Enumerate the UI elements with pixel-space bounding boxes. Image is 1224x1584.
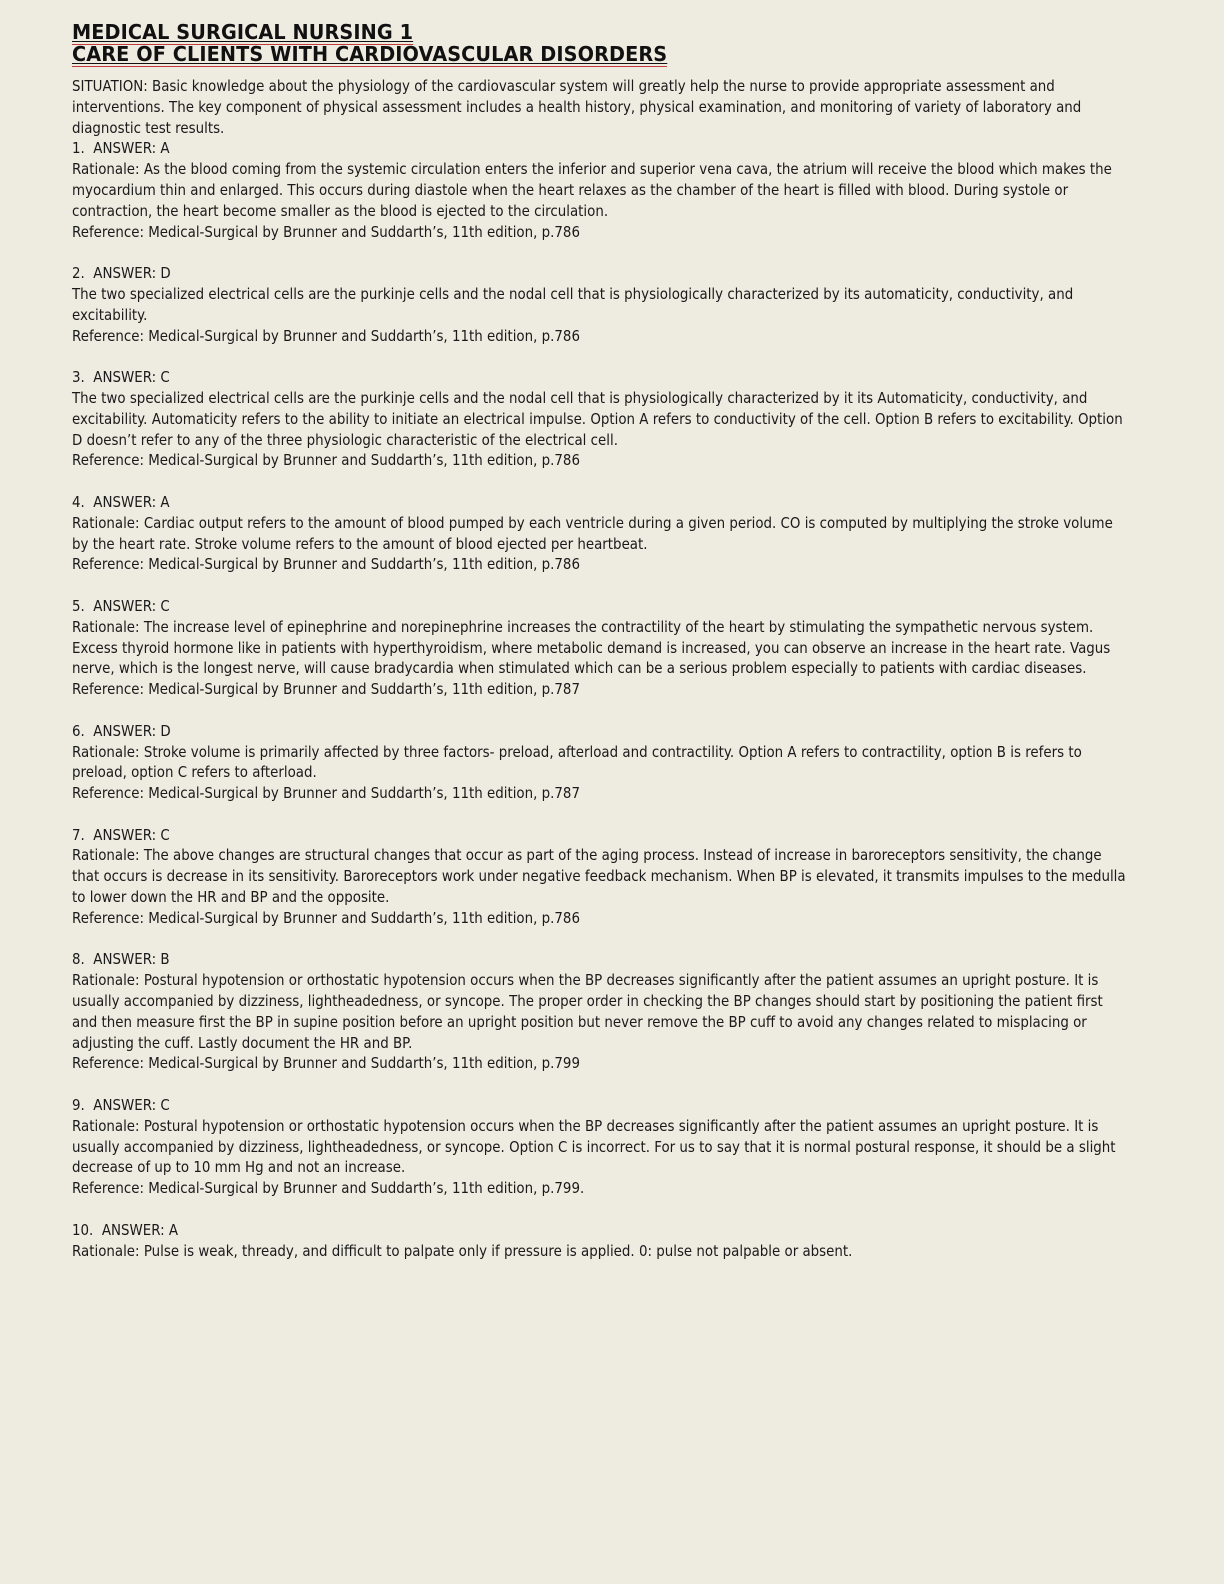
answer-label: 8. ANSWER: B: [72, 950, 170, 969]
reference-text: Reference: Medical-Surgical by Brunner and Suddarth’s, 11th edition, p.786: [72, 555, 580, 574]
title-topic: CARE OF CLIENTS WITH CARDIOVASCULAR DISORDERS: [72, 42, 668, 66]
answer-item: [72, 492, 1152, 575]
reference-text: Reference: Medical-Surgical by Brunner and Suddarth’s, 11th edition, p.786: [72, 222, 580, 241]
reference-text: Reference: Medical-Surgical by Brunner and Suddarth’s, 11th edition, p.786: [72, 451, 580, 470]
rationale-text: Rationale: The above changes are structural changes that occur as part of the aging process. Instead of increase in baroreceptors sensitivity, the change that occurs is decrease in its sensitivity. Baroreceptors work under negative feedback mechanism. When BP is elevated, it transmits impulses to the medulla to lower down the HR and BP and the opposite.: [72, 846, 1126, 907]
answer-item: [72, 596, 1152, 700]
answer-label: 6. ANSWER: D: [72, 721, 171, 740]
situation-paragraph: SITUATION: Basic knowledge about the physiology of the cardiovascular system will greatly help the nurse to provide appropriate assessment and interventions. The key component of physical assessment includes a health history, physical examination, and monitoring of variety of laboratory and diagnostic test results.: [72, 77, 1082, 137]
answer-item: [72, 721, 1152, 804]
reference-text: Reference: Medical-Surgical by Brunner and Suddarth’s, 11th edition, p.786: [72, 908, 580, 927]
reference-text: Reference: Medical-Surgical by Brunner and Suddarth’s, 11th edition, p.799.: [72, 1179, 585, 1198]
document-title: [72, 22, 1152, 66]
answer-label: 7. ANSWER: C: [72, 825, 170, 844]
reference-text: Reference: Medical-Surgical by Brunner and Suddarth’s, 11th edition, p.799: [72, 1054, 580, 1073]
title-course: MEDICAL SURGICAL NURSING 1: [72, 20, 414, 44]
answer-label: 4. ANSWER: A: [72, 492, 170, 511]
answer-item: [72, 1095, 1152, 1199]
rationale-text: Rationale: The increase level of epinephrine and norepinephrine increases the contractility of the heart by stimulating the sympathetic nervous system. Excess thyroid hormone like in patients with hyperthyroidism, where metabolic demand is increased, you can observe an increase in the heart rate. Vagus nerve, which is the longest nerve, will cause bradycardia when stimulated which can be a serious problem especially to patients with cardiac diseases.: [72, 617, 1111, 678]
answer-label: 1. ANSWER: A: [72, 139, 170, 158]
answer-item: [72, 138, 1152, 242]
answer-item: [72, 825, 1152, 929]
rationale-text: Rationale: Cardiac output refers to the amount of blood pumped by each ventricle during a given period. CO is computed by multiplying the stroke volume by the heart rate. Stroke volume refers to the amount of blood ejected per heartbeat.: [72, 513, 1113, 553]
rationale-text: Rationale: Postural hypotension or orthostatic hypotension occurs when the BP decreases significantly after the patient assumes an upright posture. It is usually accompanied by dizziness, lightheadedness, or syncope. The proper order in checking the BP changes should start by positioning the patient first and then measure first the BP in supine position before an upright position but never remove the BP cuff to avoid any changes related to misplacing or adjusting the cuff. Lastly document the HR and BP.: [72, 971, 1103, 1052]
document-page: [72, 22, 1152, 1261]
answer-item: [72, 263, 1152, 346]
answer-label: 5. ANSWER: C: [72, 596, 170, 615]
rationale-text: Rationale: Pulse is weak, thready, and difficult to palpate only if pressure is applied. 0: pulse not palpable or absent.: [72, 1241, 853, 1260]
answer-label: 9. ANSWER: C: [72, 1096, 170, 1115]
reference-text: Reference: Medical-Surgical by Brunner and Suddarth’s, 11th edition, p.786: [72, 326, 580, 345]
rationale-text: Rationale: Postural hypotension or orthostatic hypotension occurs when the BP decreases significantly after the patient assumes an upright posture. It is usually accompanied by dizziness, lightheadedness, or syncope. Option C is incorrect. For us to say that it is normal postural response, it should be a slight decrease of up to 10 mm Hg and not an increase.: [72, 1116, 1116, 1177]
answer-list: [72, 138, 1152, 1261]
answer-item: [72, 367, 1152, 471]
rationale-text: The two specialized electrical cells are the purkinje cells and the nodal cell that is physiologically characterized by its automaticity, conductivity, and excitability.: [72, 284, 1074, 324]
reference-text: Reference: Medical-Surgical by Brunner and Suddarth’s, 11th edition, p.787: [72, 680, 580, 699]
answer-item: [72, 949, 1152, 1074]
answer-item: [72, 1220, 1152, 1262]
rationale-text: Rationale: As the blood coming from the systemic circulation enters the inferior and superior vena cava, the atrium will receive the blood which makes the myocardium thin and enlarged. This occurs during diastole when the heart relaxes as the chamber of the heart is filled with blood. During systole or contraction, the heart become smaller as the blood is ejected to the circulation.: [72, 160, 1112, 220]
rationale-text: The two specialized electrical cells are the purkinje cells and the nodal cell that is physiologically characterized by it its Automaticity, conductivity, and excitability. Automaticity refers to the ability to initiate an electrical impulse. Option A refers to conductivity of the cell. Option B refers to excitability. Option D doesn’t refer to any of the three physiologic characteristic of the electrical cell.: [72, 388, 1123, 449]
reference-text: Reference: Medical-Surgical by Brunner and Suddarth’s, 11th edition, p.787: [72, 784, 580, 803]
answer-label: 10. ANSWER: A: [72, 1220, 179, 1239]
rationale-text: Rationale: Stroke volume is primarily affected by three factors- preload, afterload and contractility. Option A refers to contractility, option B is refers to preload, option C refers to afterload.: [72, 742, 1082, 782]
answer-label: 3. ANSWER: C: [72, 368, 170, 387]
answer-label: 2. ANSWER: D: [72, 264, 171, 283]
